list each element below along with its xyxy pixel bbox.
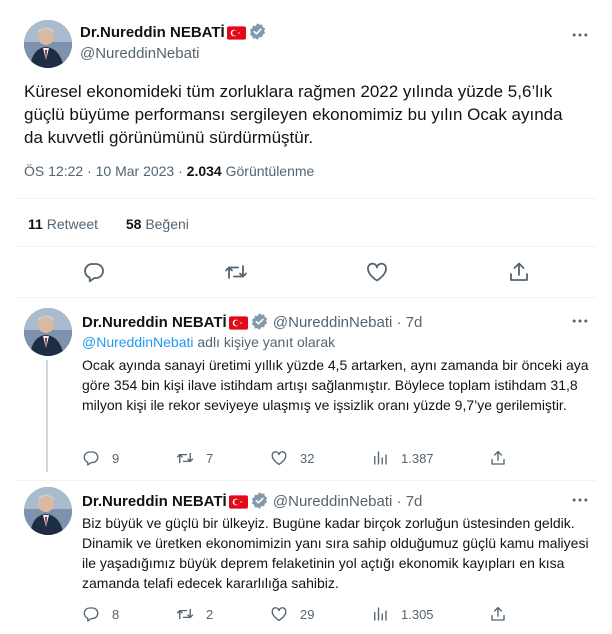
verified-badge-icon[interactable]: [250, 491, 269, 510]
main-author-handle[interactable]: @NureddinNebati: [80, 45, 200, 62]
divider: [16, 198, 596, 199]
retweet-button[interactable]: [176, 604, 213, 624]
reply-icon[interactable]: [82, 260, 106, 284]
divider: [16, 246, 596, 247]
main-tweet-meta: [24, 163, 314, 179]
reply-count: 9: [112, 450, 120, 466]
main-tweet-time[interactable]: ÖS 12:22: [24, 163, 84, 179]
like-icon: [270, 605, 288, 623]
views-icon: [371, 449, 389, 467]
meta-separator: ·: [396, 493, 402, 510]
thread-line: [46, 360, 48, 472]
retweets-label: Retweet: [46, 216, 99, 232]
reply-author-name[interactable]: Dr.Nureddin NEBATİ: [82, 493, 227, 510]
reply-text: Ocak ayında sanayi üretimi yıllık yüzde 4,5 artarken, aynı zamanda bir önceki aya göre 354 bin kişi ilave istihdam artışı sağlanmıştır. Böylece toplam istihdam 31,8 milyon kişi ile rekor seviyeye ulaşmış ve işsizlik oranı yüzde 9,7’ye gerilemiştir.: [82, 357, 589, 413]
like-button[interactable]: [270, 448, 314, 468]
share-button[interactable]: [489, 604, 519, 624]
like-button[interactable]: [270, 604, 314, 624]
retweet-icon: [176, 449, 194, 467]
meta-separator: ·: [87, 163, 92, 179]
views-button[interactable]: [371, 604, 434, 624]
like-icon[interactable]: [365, 260, 389, 284]
share-button[interactable]: [489, 448, 519, 468]
reply-button[interactable]: [82, 604, 119, 624]
main-action-bar: [0, 260, 612, 284]
reply-author-handle[interactable]: @NureddinNebati: [272, 314, 393, 331]
reply-header: [82, 312, 422, 331]
tweet-stats: [28, 216, 189, 232]
like-icon: [270, 449, 288, 467]
verified-badge-icon[interactable]: [250, 312, 269, 331]
main-avatar[interactable]: [24, 20, 72, 68]
reply-icon: [82, 605, 100, 623]
likes-count: 58: [125, 216, 142, 232]
views-count: 1.387: [401, 450, 434, 466]
reply-to-label: adlı kişiye yanıt olarak: [197, 334, 336, 350]
likes-stat[interactable]: [126, 216, 189, 232]
turkey-flag-icon: [229, 495, 248, 509]
reply-button[interactable]: [82, 448, 119, 468]
reply-count: 8: [112, 606, 120, 622]
retweet-icon[interactable]: [224, 260, 248, 284]
more-icon[interactable]: [570, 490, 590, 510]
reply-author-handle[interactable]: @NureddinNebati: [272, 493, 393, 510]
share-icon[interactable]: [507, 260, 531, 284]
turkey-flag-icon: [229, 316, 248, 330]
retweet-button[interactable]: [176, 448, 213, 468]
retweets-stat[interactable]: [28, 216, 98, 232]
reply-author-name[interactable]: Dr.Nureddin NEBATİ: [82, 314, 227, 331]
reply-avatar[interactable]: [24, 487, 72, 535]
meta-separator: ·: [178, 163, 183, 179]
more-icon[interactable]: [570, 311, 590, 331]
retweet-icon: [176, 605, 194, 623]
like-count: 29: [300, 606, 315, 622]
turkey-flag-icon: [227, 26, 246, 40]
main-author-header: [80, 22, 267, 42]
views-count: 2.034: [186, 163, 222, 179]
more-icon[interactable]: [570, 25, 590, 45]
likes-label: Beğeni: [145, 216, 189, 232]
divider: [16, 297, 596, 298]
divider: [16, 480, 596, 481]
like-count: 32: [300, 450, 315, 466]
views-icon: [371, 605, 389, 623]
main-tweet-date[interactable]: 10 Mar 2023: [95, 163, 175, 179]
views-count: 1.305: [401, 606, 434, 622]
retweet-count: 7: [206, 450, 214, 466]
reply-text: Biz büyük ve güçlü bir ülkeyiz. Bugüne kadar birçok zorluğun üstesinden geldik. Dinamik ve üretken ekonomimizin yanı sıra sahip olduğumuz güçlü kamu maliyesi ile yaşadığımız büyük deprem felaketinin yol açtığı ekonomik kayıpları en kısa zamanda telafi edecek kararlılığa sahibiz.: [82, 515, 589, 591]
reply-age[interactable]: 7d: [405, 314, 423, 331]
share-icon: [489, 605, 507, 623]
main-tweet-text: Küresel ekonomideki tüm zorluklara rağmen 2022 yılında yüzde 5,6’lık güçlü büyüme performansı sergileyen ekonomimiz bu yılın Ocak ayında da kuvvetli görünümünü sürdürmüştür.: [24, 82, 563, 147]
retweets-count: 11: [28, 216, 43, 232]
reply-context: [82, 334, 335, 350]
share-icon: [489, 449, 507, 467]
reply-header: [82, 491, 422, 510]
verified-badge-icon[interactable]: [248, 22, 267, 41]
meta-separator: ·: [396, 314, 402, 331]
reply-icon: [82, 449, 100, 467]
retweet-count: 2: [206, 606, 214, 622]
reply-to-handle[interactable]: @NureddinNebati: [82, 334, 194, 350]
main-author-name[interactable]: Dr.Nureddin NEBATİ: [80, 24, 225, 41]
reply-avatar[interactable]: [24, 308, 72, 356]
reply-age[interactable]: 7d: [405, 493, 423, 510]
views-label: Görüntülenme: [225, 163, 315, 179]
views-button[interactable]: [371, 448, 434, 468]
